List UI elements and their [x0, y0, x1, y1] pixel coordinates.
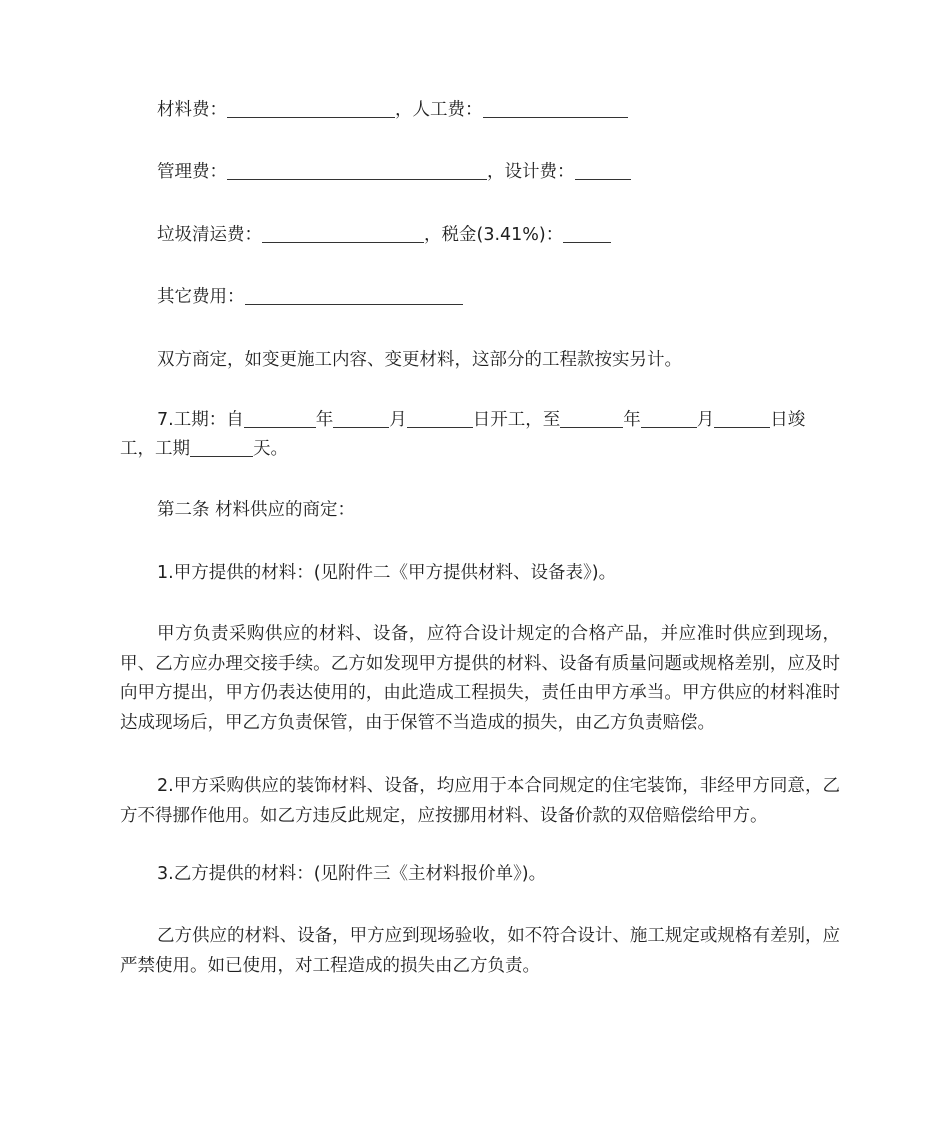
- start-year-blank[interactable]: [244, 410, 316, 429]
- design-fee-label: 设计费：: [504, 162, 575, 182]
- end-day-blank[interactable]: [714, 410, 770, 429]
- design-fee-blank[interactable]: [575, 162, 631, 181]
- article-2-title: 第二条 材料供应的商定：: [157, 500, 356, 520]
- labor-fee-blank[interactable]: [483, 100, 628, 119]
- item-3-body: 乙方供应的材料、设备，甲方应到现场验收，如不符合设计、施工规定或规格有差别，应严禁使用。如已使用，对工程造成的损失由乙方负责。: [120, 926, 840, 976]
- start-month-blank[interactable]: [333, 410, 389, 429]
- management-fee-label: 管理费：: [157, 162, 227, 182]
- schedule-line-1: 7.工期：自 年 月 日开工，至 年 月 日竣: [157, 410, 806, 430]
- tax-blank[interactable]: [563, 225, 611, 244]
- labor-fee-label: 人工费：: [412, 100, 483, 120]
- management-fee-blank[interactable]: [227, 162, 487, 181]
- fee-line-other: [120, 283, 840, 312]
- item-2-body: 2.甲方采购供应的装饰材料、设备，均应用于本合同规定的住宅装饰，非经甲方同意，乙方不得挪作他用。如乙方违反此规定，应按挪用材料、设备价款的双倍赔偿给甲方。: [120, 776, 840, 826]
- duration-days-blank[interactable]: [190, 439, 253, 458]
- material-fee-label: 材料费：: [157, 100, 227, 120]
- fee-line-management-design: 管理费： ，设计费：: [120, 158, 840, 187]
- garbage-fee-label: 垃圾清运费：: [157, 225, 262, 245]
- fee-line-garbage-tax: 垃圾清运费： ，税金(3.41%)：: [120, 221, 840, 250]
- garbage-fee-blank[interactable]: [262, 225, 424, 244]
- other-fee-label: 其它费用：: [157, 287, 245, 307]
- schedule-line-2: 工，工期 天。: [120, 439, 288, 459]
- material-fee-blank[interactable]: [227, 100, 395, 119]
- start-day-blank[interactable]: [407, 410, 473, 429]
- end-month-blank[interactable]: [641, 410, 697, 429]
- change-note: 双方商定，如变更施工内容、变更材料，这部分的工程款按实另计。: [157, 350, 682, 370]
- fee-line-material-labor: 材料费： ，人工费：: [120, 96, 840, 125]
- other-fee-blank[interactable]: [245, 287, 463, 306]
- item-1-heading: 1.甲方提供的材料：(见附件二《甲方提供材料、设备表》)。: [157, 563, 617, 583]
- end-year-blank[interactable]: [560, 410, 623, 429]
- tax-label: 税金(3.41%)：: [441, 225, 564, 245]
- item-3-heading: 3.乙方提供的材料：(见附件三《主材料报价单》)。: [157, 864, 547, 884]
- item-1-body: 甲方负责采购供应的材料、设备，应符合设计规定的合格产品，并应准时供应到现场，甲、乙方应办理交接手续。乙方如发现甲方提供的材料、设备有质量问题或规格差别，应及时向甲方提出，甲方仍表达使用的，由此造成工程损失，责任由甲方承当。甲方供应的材料准时达成现场后，甲乙方负责保管，由于保管不当造成的损失，由乙方负责赔偿。: [120, 624, 840, 733]
